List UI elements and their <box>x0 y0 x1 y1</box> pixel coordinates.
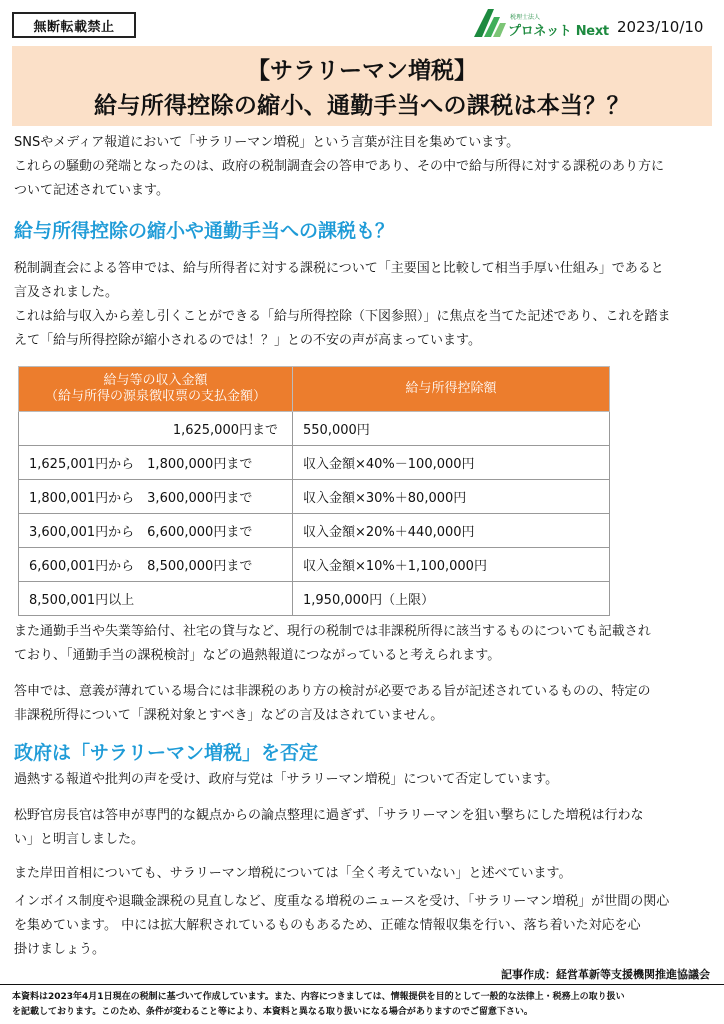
section-heading-denial: 政府は「サラリーマン増税」を否定 <box>14 742 319 764</box>
logo-mark-icon <box>474 7 508 37</box>
title-line-1: 【サラリーマン増税】 <box>247 58 477 84</box>
table-row <box>19 548 610 582</box>
section1-paragraph-3 <box>14 680 714 728</box>
table-row <box>19 480 610 514</box>
section1-paragraph-2 <box>14 620 714 668</box>
paragraph-line: ており、「通勤手当の課税検討」などの過熱報道につながっていると考えられます。 <box>14 648 501 663</box>
paragraph-line: 掛けましょう。 <box>14 942 106 957</box>
paragraph-line: 答申では、意義が薄れている場合には非課税のあり方の検討が必要である旨が記述されているものの、特定の <box>14 684 651 699</box>
deduction-cell: 1,950,000円（上限） <box>293 582 610 616</box>
paragraph-line: えて「給与所得控除が縮小されるのでは！？」との不安の声が高まっています。 <box>14 333 481 348</box>
deduction-column-header: 給与所得控除額 <box>293 367 610 412</box>
disclaimer-line: 本資料は2023年4月1日現在の税制に基づいて作成しています。また、内容につきましては、情報提供を目的として一般的な法律上・税務上の取り扱い <box>12 992 625 1002</box>
footer-divider <box>0 984 724 985</box>
disclaimer-footer <box>12 990 712 1020</box>
table-row <box>19 412 610 446</box>
income-cell: 6,600,001円から 8,500,000円まで <box>19 548 293 582</box>
intro-line: SNSやメディア報道において「サラリーマン増税」という言葉が注目を集めています。 <box>14 135 520 150</box>
income-column-header: 給与等の収入金額 （給与所得の源泉徴収票の支払金額） <box>19 367 293 412</box>
table-row <box>19 514 610 548</box>
issue-date: 2023/10/10 <box>617 18 704 36</box>
table-row <box>19 582 610 616</box>
paragraph-line: また通勤手当や失業等給付、社宅の貸与など、現行の税制では非課税所得に該当するものについても記載され <box>14 624 651 639</box>
intro-line: ついて記述されています。 <box>14 183 169 198</box>
page-header <box>0 0 724 40</box>
paragraph-line: 言及されました。 <box>14 285 119 300</box>
income-cell: 1,625,001円から 1,800,000円まで <box>19 446 293 480</box>
section2-paragraph-2 <box>14 804 714 852</box>
intro-paragraph <box>14 131 714 203</box>
paragraph-line: 税制調査会による答申では、給与所得者に対する課税について「主要国と比較して相当手厚い仕組み」であると <box>14 261 664 276</box>
logo-name: プロネット Next <box>508 24 609 39</box>
deduction-cell: 収入金額×30%＋80,000円 <box>293 480 610 514</box>
income-cell: 1,625,000円まで <box>19 412 293 446</box>
section2-paragraph-1 <box>14 768 714 792</box>
section1-paragraph-1 <box>14 257 714 353</box>
title-banner <box>12 46 712 126</box>
paragraph-line: い」と明言しました。 <box>14 832 145 847</box>
intro-line: これらの騒動の発端となったのは、政府の税制調査会の答申であり、その中で給与所得に対する課税のあり方に <box>14 159 665 174</box>
deduction-cell: 550,000円 <box>293 412 610 446</box>
section2-paragraph-3 <box>14 862 714 886</box>
income-cell: 3,600,001円から 6,600,000円まで <box>19 514 293 548</box>
paragraph-line: を集めています。 中には拡大解釈されているものもあるため、正確な情報収集を行い、落ち着いた対応を心 <box>14 918 641 933</box>
income-cell: 8,500,001円以上 <box>19 582 293 616</box>
no-reproduction-label: 無断転載禁止 <box>12 12 136 38</box>
income-cell: 1,800,001円から 3,600,000円まで <box>19 480 293 514</box>
company-logo <box>474 7 609 37</box>
title-line-2: 給与所得控除の縮小、通勤手当への課税は本当？？ <box>94 93 630 119</box>
table-row <box>19 446 610 480</box>
deduction-table <box>18 366 610 616</box>
paragraph-line: また岸田首相についても、サラリーマン増税については「全く考えていない」と述べています。 <box>14 866 572 881</box>
paragraph-line: 過熱する報道や批判の声を受け、政府与党は「サラリーマン増税」について否定しています。 <box>14 772 559 787</box>
section-heading-deduction: 給与所得控除の縮小や通勤手当への課税も？ <box>14 220 395 242</box>
paragraph-line: 非課税所得について「課税対象とすべき」などの言及はされていません。 <box>14 708 444 723</box>
paragraph-line: これは給与収入から差し引くことができる「給与所得控除（下図参照）」に焦点を当てた記述であり、これを踏ま <box>14 309 671 324</box>
paragraph-line: インボイス制度や退職金課税の見直しなど、度重なる増税のニュースを受け、「サラリーマン増税」が世間の関心 <box>14 894 670 909</box>
deduction-cell: 収入金額×40%－100,000円 <box>293 446 610 480</box>
deduction-cell: 収入金額×20%＋440,000円 <box>293 514 610 548</box>
disclaimer-line: を記載しております。このため、条件が変わること等により、本資料と異なる取り扱いになる場合がありますのでご留意下さい。 <box>12 1007 533 1017</box>
table-header-row <box>19 367 610 412</box>
logo-subtitle: 税理士法人 <box>510 14 541 21</box>
deduction-cell: 収入金額×10%＋1,100,000円 <box>293 548 610 582</box>
paragraph-line: 松野官房長官は答申が専門的な観点からの論点整理に過ぎず、「サラリーマンを狙い撃ちにした増税は行わな <box>14 808 644 823</box>
section2-paragraph-4 <box>14 890 714 962</box>
article-byline: 記事作成：経営革新等支援機関推進協議会 <box>501 968 710 981</box>
